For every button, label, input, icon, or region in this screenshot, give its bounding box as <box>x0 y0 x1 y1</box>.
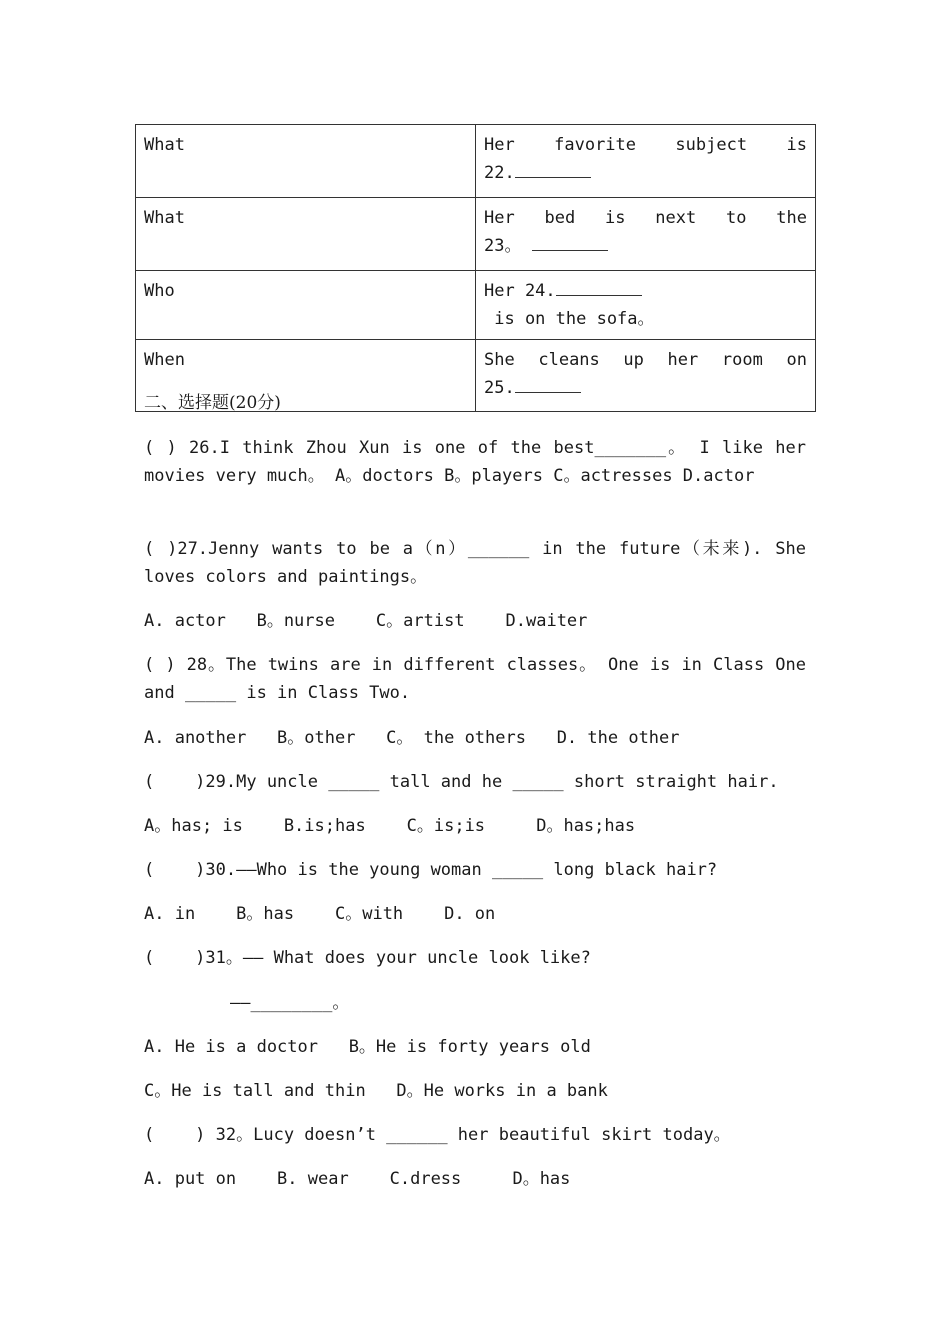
table-row <box>136 271 816 340</box>
word: subject <box>675 135 748 155</box>
table-row <box>136 125 816 198</box>
table-answer-cell <box>476 198 816 271</box>
question-26: ( ) 26.I think Zhou Xun is one of the best_______。 I like her movies very much。 A。doctors B。players C。actresses D.actor <box>144 438 806 486</box>
info-table <box>135 124 816 412</box>
table-answer-cell <box>476 125 816 198</box>
blank-number: 22. <box>484 163 515 183</box>
question-31: ( )31。—— What does your uncle look like? <box>144 948 591 968</box>
question-28-options: A. another B。other C。 the others D. the other <box>144 728 680 748</box>
question-31-answer-line: ——________。 <box>230 993 350 1013</box>
question-31-options-1: A. He is a doctor B。He is forty years old <box>144 1037 591 1057</box>
answer-blank-22[interactable] <box>515 159 591 178</box>
word: She <box>484 350 515 370</box>
word: the <box>776 208 807 228</box>
word: is <box>605 208 626 228</box>
answer-blank-23[interactable] <box>532 232 608 251</box>
word: favorite <box>554 135 637 155</box>
question-29: ( )29.My uncle _____ tall and he _____ short straight hair. <box>144 772 779 792</box>
table-answer-cell <box>476 340 816 412</box>
word: next <box>655 208 697 228</box>
table-question-cell: Who <box>136 271 476 340</box>
word: on <box>786 350 807 370</box>
answer-blank-24[interactable] <box>556 277 642 296</box>
question-27: ( )27.Jenny wants to be a（n）______ in the future（未来). She loves colors and paintings。 <box>144 539 806 587</box>
table-answer-cell <box>476 271 816 340</box>
question-30: ( )30.——Who is the young woman _____ long black hair? <box>144 860 718 880</box>
question-27-options: A. actor B。nurse C。artist D.waiter <box>144 611 588 631</box>
table-question-cell: What <box>136 198 476 271</box>
word: bed <box>544 208 576 228</box>
word: her <box>667 350 699 370</box>
table-question-cell: What <box>136 125 476 198</box>
section-title: 二、选择题(20分) <box>144 393 281 413</box>
blank-number: 23。 <box>484 236 522 256</box>
blank-number: Her 24. <box>484 281 556 301</box>
word: to <box>726 208 747 228</box>
word: is <box>786 135 807 155</box>
table-question-cell: When <box>136 340 476 412</box>
question-31-options-2: C。He is tall and thin D。He works in a bank <box>144 1081 608 1101</box>
question-32: ( ) 32。Lucy doesn’t ______ her beautiful skirt today。 <box>144 1125 731 1145</box>
word: up <box>623 350 644 370</box>
question-30-options: A. in B。has C。with D. on <box>144 904 496 924</box>
word: cleans <box>538 350 600 370</box>
question-32-options: A. put on B. wear C.dress D。has <box>144 1169 571 1189</box>
word: Her <box>484 135 515 155</box>
table-row <box>136 198 816 271</box>
question-29-options: A。has; is B.is;has C。is;is D。has;has <box>144 816 636 836</box>
question-28: ( ) 28。The twins are in different classes。 One is in Class One and _____ is in Class Two. <box>144 655 806 703</box>
word: room <box>721 350 763 370</box>
answer-text: is on the sofa。 <box>484 309 655 329</box>
word: Her <box>484 208 515 228</box>
blank-number: 25. <box>484 378 515 398</box>
answer-blank-25[interactable] <box>515 374 581 393</box>
